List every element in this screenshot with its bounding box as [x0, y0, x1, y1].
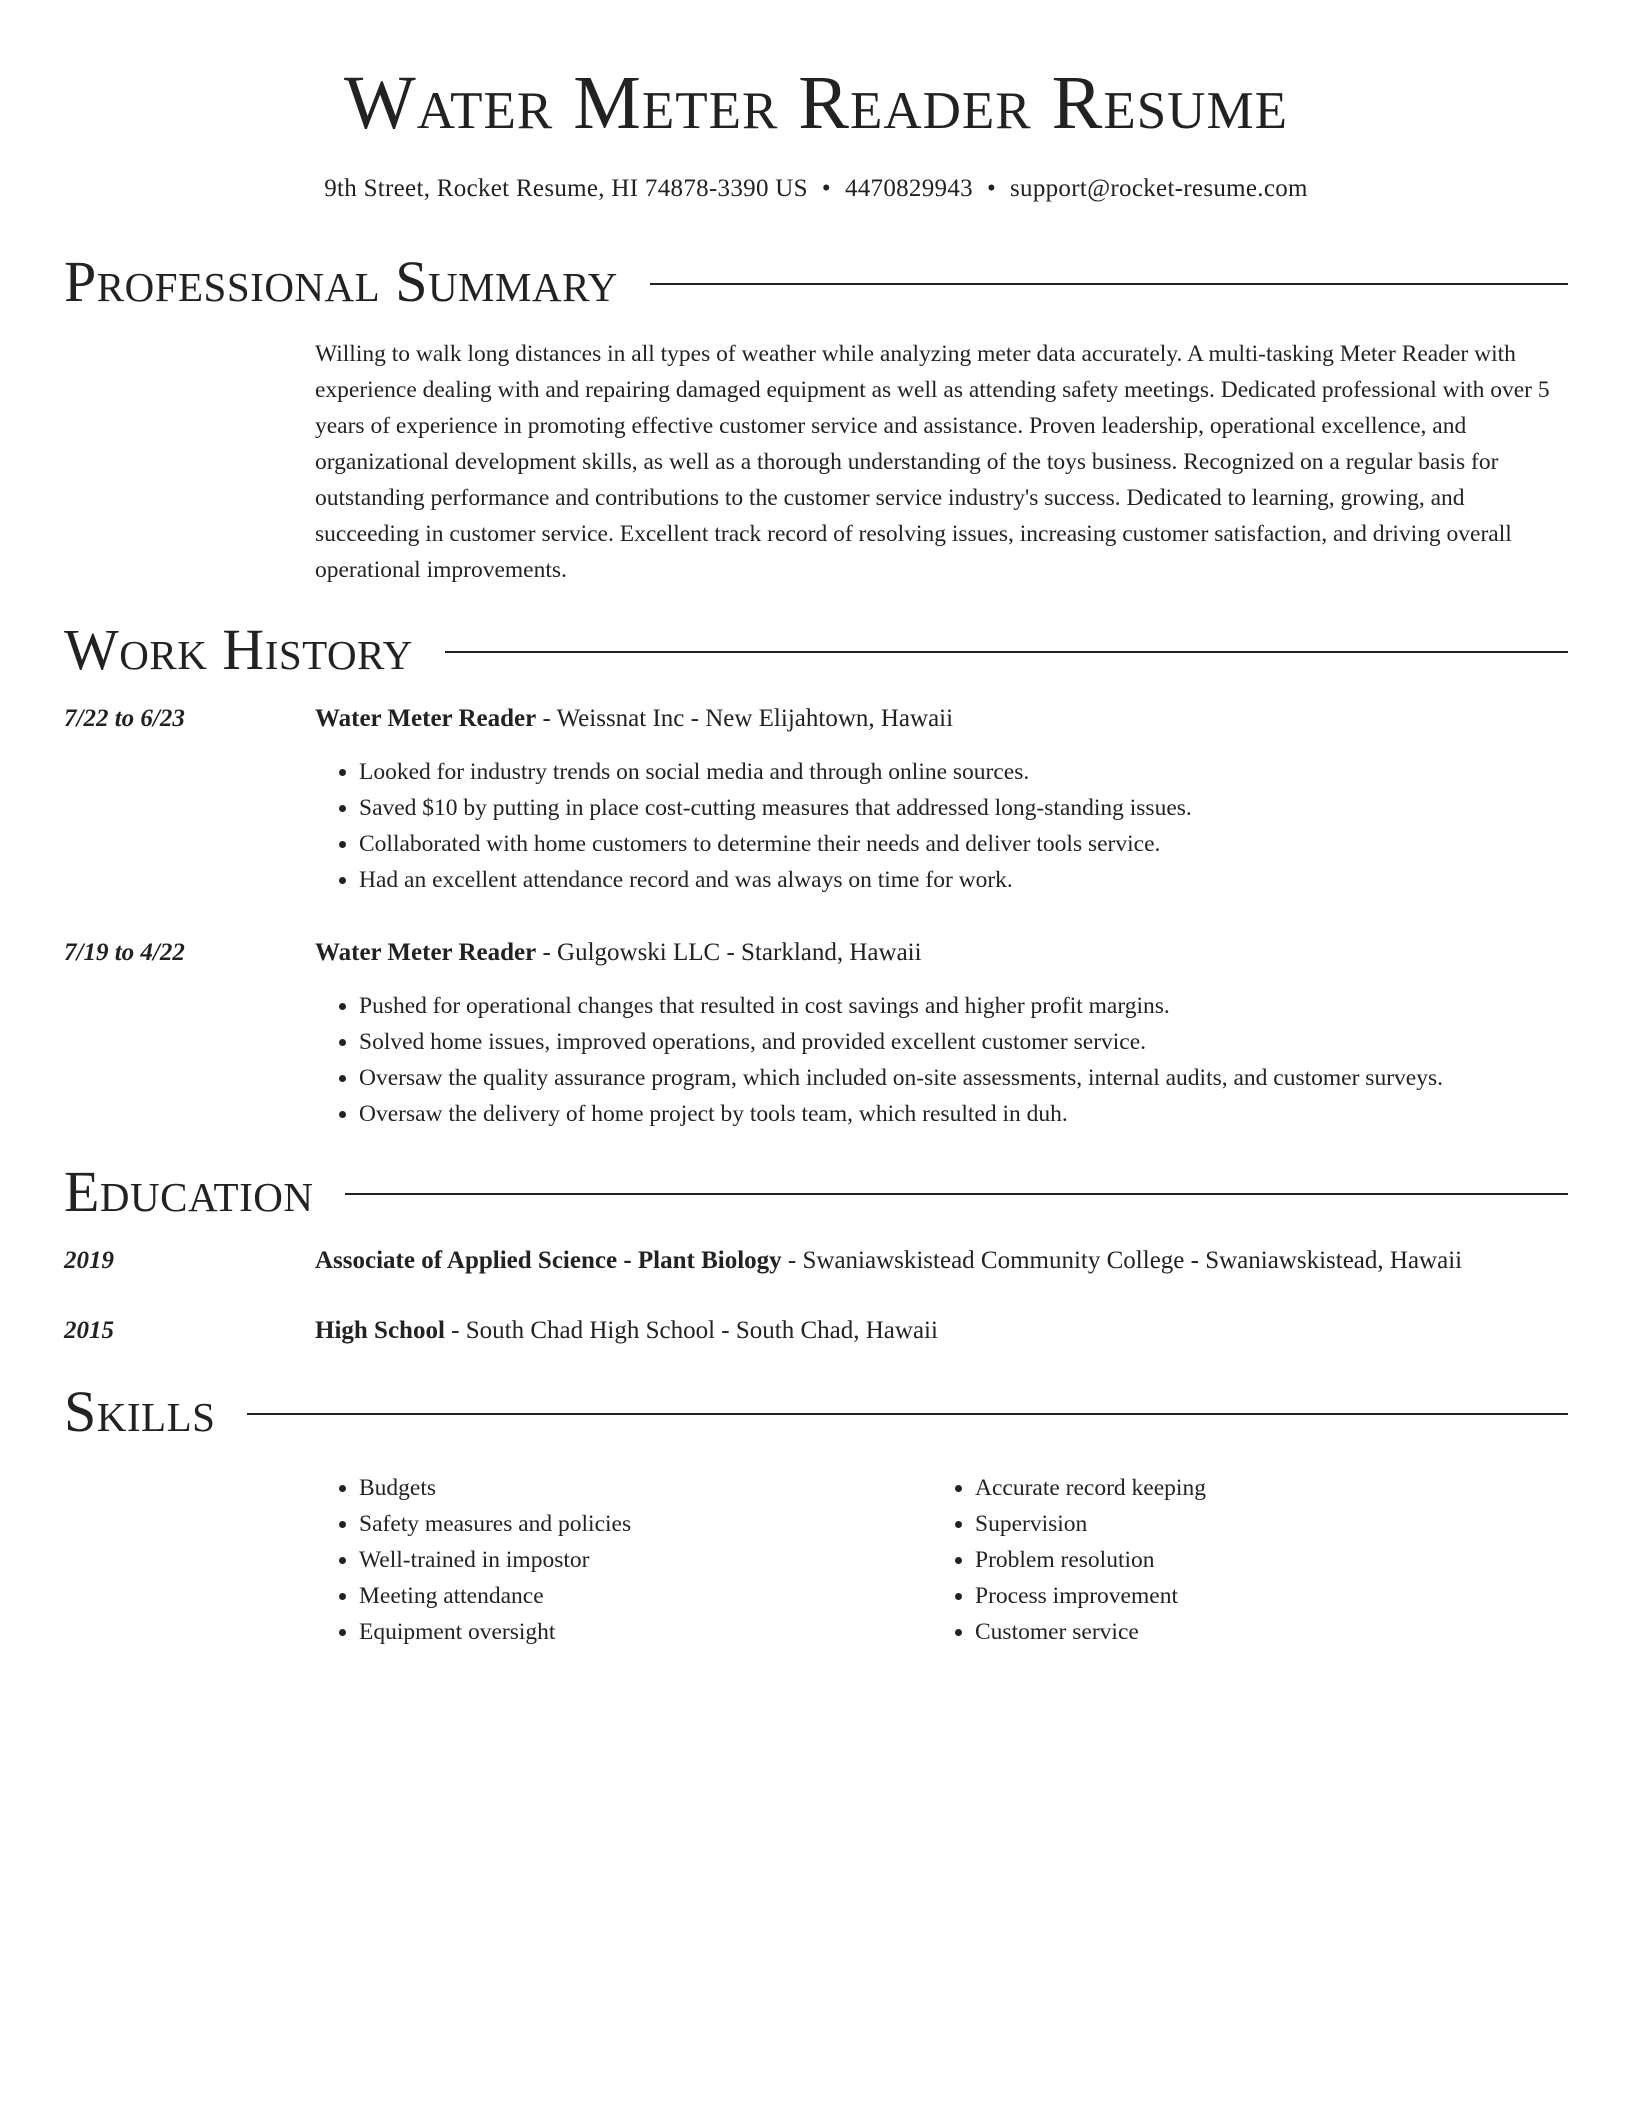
education-details: - South Chad High School - South Chad, Hawaii — [444, 1317, 938, 1344]
education-entry — [64, 1244, 1568, 1278]
skill-item: • Equipment oversight — [359, 1614, 931, 1650]
skills-list-left — [315, 1470, 931, 1650]
education-section-header — [64, 1160, 1568, 1224]
list-item: • Had an excellent attendance record and was always on time for work. — [359, 862, 1568, 898]
contact-separator: • — [821, 175, 831, 202]
skill-item: • Process improvement — [975, 1578, 1547, 1614]
contact-phone: 4470829943 — [844, 175, 973, 202]
education-details: - Swaniawskistead Community College - Swaniawskistead, Hawaii — [781, 1247, 1463, 1274]
job-title-line — [315, 936, 1568, 970]
skills-section-header — [64, 1380, 1568, 1444]
list-item: • Oversaw the delivery of home project by tools team, which resulted in duh. — [359, 1096, 1568, 1132]
list-item: • Collaborated with home customers to determine their needs and deliver tools service. — [359, 826, 1568, 862]
education-entry — [64, 1314, 1568, 1348]
education-degree: Associate of Applied Science - Plant Biology — [315, 1247, 782, 1274]
education-degree: High School — [315, 1317, 445, 1344]
summary-heading: Professional Summary — [64, 249, 618, 314]
summary-text: Willing to walk long distances in all types of weather while analyzing meter data accurately. A multi-tasking Meter Reader with experience dealing with and repairing damaged equipment as well as attending safety meetings. Dedicated professional with over 5 years of experience in promoting effective customer service and assistance. Proven leadership, operational excellence, and organizational development skills, as well as a thorough understanding of the toys business. Recognized on a regular basis for outstanding performance and contributions to the customer service industry's success. Dedicated to learning, growing, and succeeding in customer service. Excellent track record of resolving issues, increasing customer satisfaction, and driving overall operational improvements. — [315, 341, 1550, 583]
education-heading: Education — [64, 1159, 314, 1224]
job-dates: 7/19 to 4/22 — [64, 939, 185, 966]
job-bullets — [315, 754, 1568, 898]
contact-line — [64, 172, 1568, 206]
education-body — [315, 1244, 1568, 1278]
education-line — [315, 1244, 1568, 1278]
job-body — [315, 936, 1568, 1132]
job-bullets — [315, 988, 1568, 1132]
education-line — [315, 1314, 1568, 1348]
job-title: Water Meter Reader — [315, 939, 537, 966]
list-item: • Solved home issues, improved operations, and provided excellent customer service. — [359, 1024, 1568, 1060]
section-divider — [345, 1193, 1568, 1195]
skills-heading: Skills — [64, 1379, 216, 1444]
skills-list-right — [931, 1470, 1547, 1650]
education-body — [315, 1314, 1568, 1348]
summary-section-header — [64, 250, 1568, 314]
skill-item: • Customer service — [975, 1614, 1547, 1650]
skill-item: • Problem resolution — [975, 1542, 1547, 1578]
skill-item: • Meeting attendance — [359, 1578, 931, 1614]
section-divider — [445, 651, 1568, 653]
contact-separator: • — [986, 175, 996, 202]
job-body — [315, 702, 1568, 898]
skill-item: • Budgets — [359, 1470, 931, 1506]
job-title-line — [315, 702, 1568, 736]
list-item: • Pushed for operational changes that resulted in cost savings and higher profit margins. — [359, 988, 1568, 1024]
list-item: • Oversaw the quality assurance program, which included on-site assessments, internal audits, and customer surveys. — [359, 1060, 1568, 1096]
contact-address: 9th Street, Rocket Resume, HI 74878-3390 US — [324, 175, 808, 202]
job-entry — [64, 936, 1568, 1132]
skill-item: • Accurate record keeping — [975, 1470, 1547, 1506]
job-dates: 7/22 to 6/23 — [64, 705, 185, 732]
skill-item: • Supervision — [975, 1506, 1547, 1542]
section-divider — [650, 283, 1568, 285]
resume-title: Water Meter Reader Resume — [344, 61, 1288, 145]
work-section-header — [64, 618, 1568, 682]
list-item: • Looked for industry trends on social media and through online sources. — [359, 754, 1568, 790]
skill-item: • Well-trained in impostor — [359, 1542, 931, 1578]
section-divider — [247, 1413, 1568, 1415]
skills-columns — [315, 1470, 1568, 1650]
job-entry — [64, 702, 1568, 898]
skill-item: • Safety measures and policies — [359, 1506, 931, 1542]
job-details: - Weissnat Inc - New Elijahtown, Hawaii — [536, 705, 954, 732]
education-year: 2015 — [64, 1317, 114, 1344]
education-year: 2019 — [64, 1247, 114, 1274]
work-heading: Work History — [64, 617, 413, 682]
list-item: • Saved $10 by putting in place cost-cutting measures that addressed long-standing issues. — [359, 790, 1568, 826]
job-details: - Gulgowski LLC - Starkland, Hawaii — [536, 939, 922, 966]
job-title: Water Meter Reader — [315, 705, 537, 732]
contact-email: support@rocket-resume.com — [1010, 175, 1308, 202]
